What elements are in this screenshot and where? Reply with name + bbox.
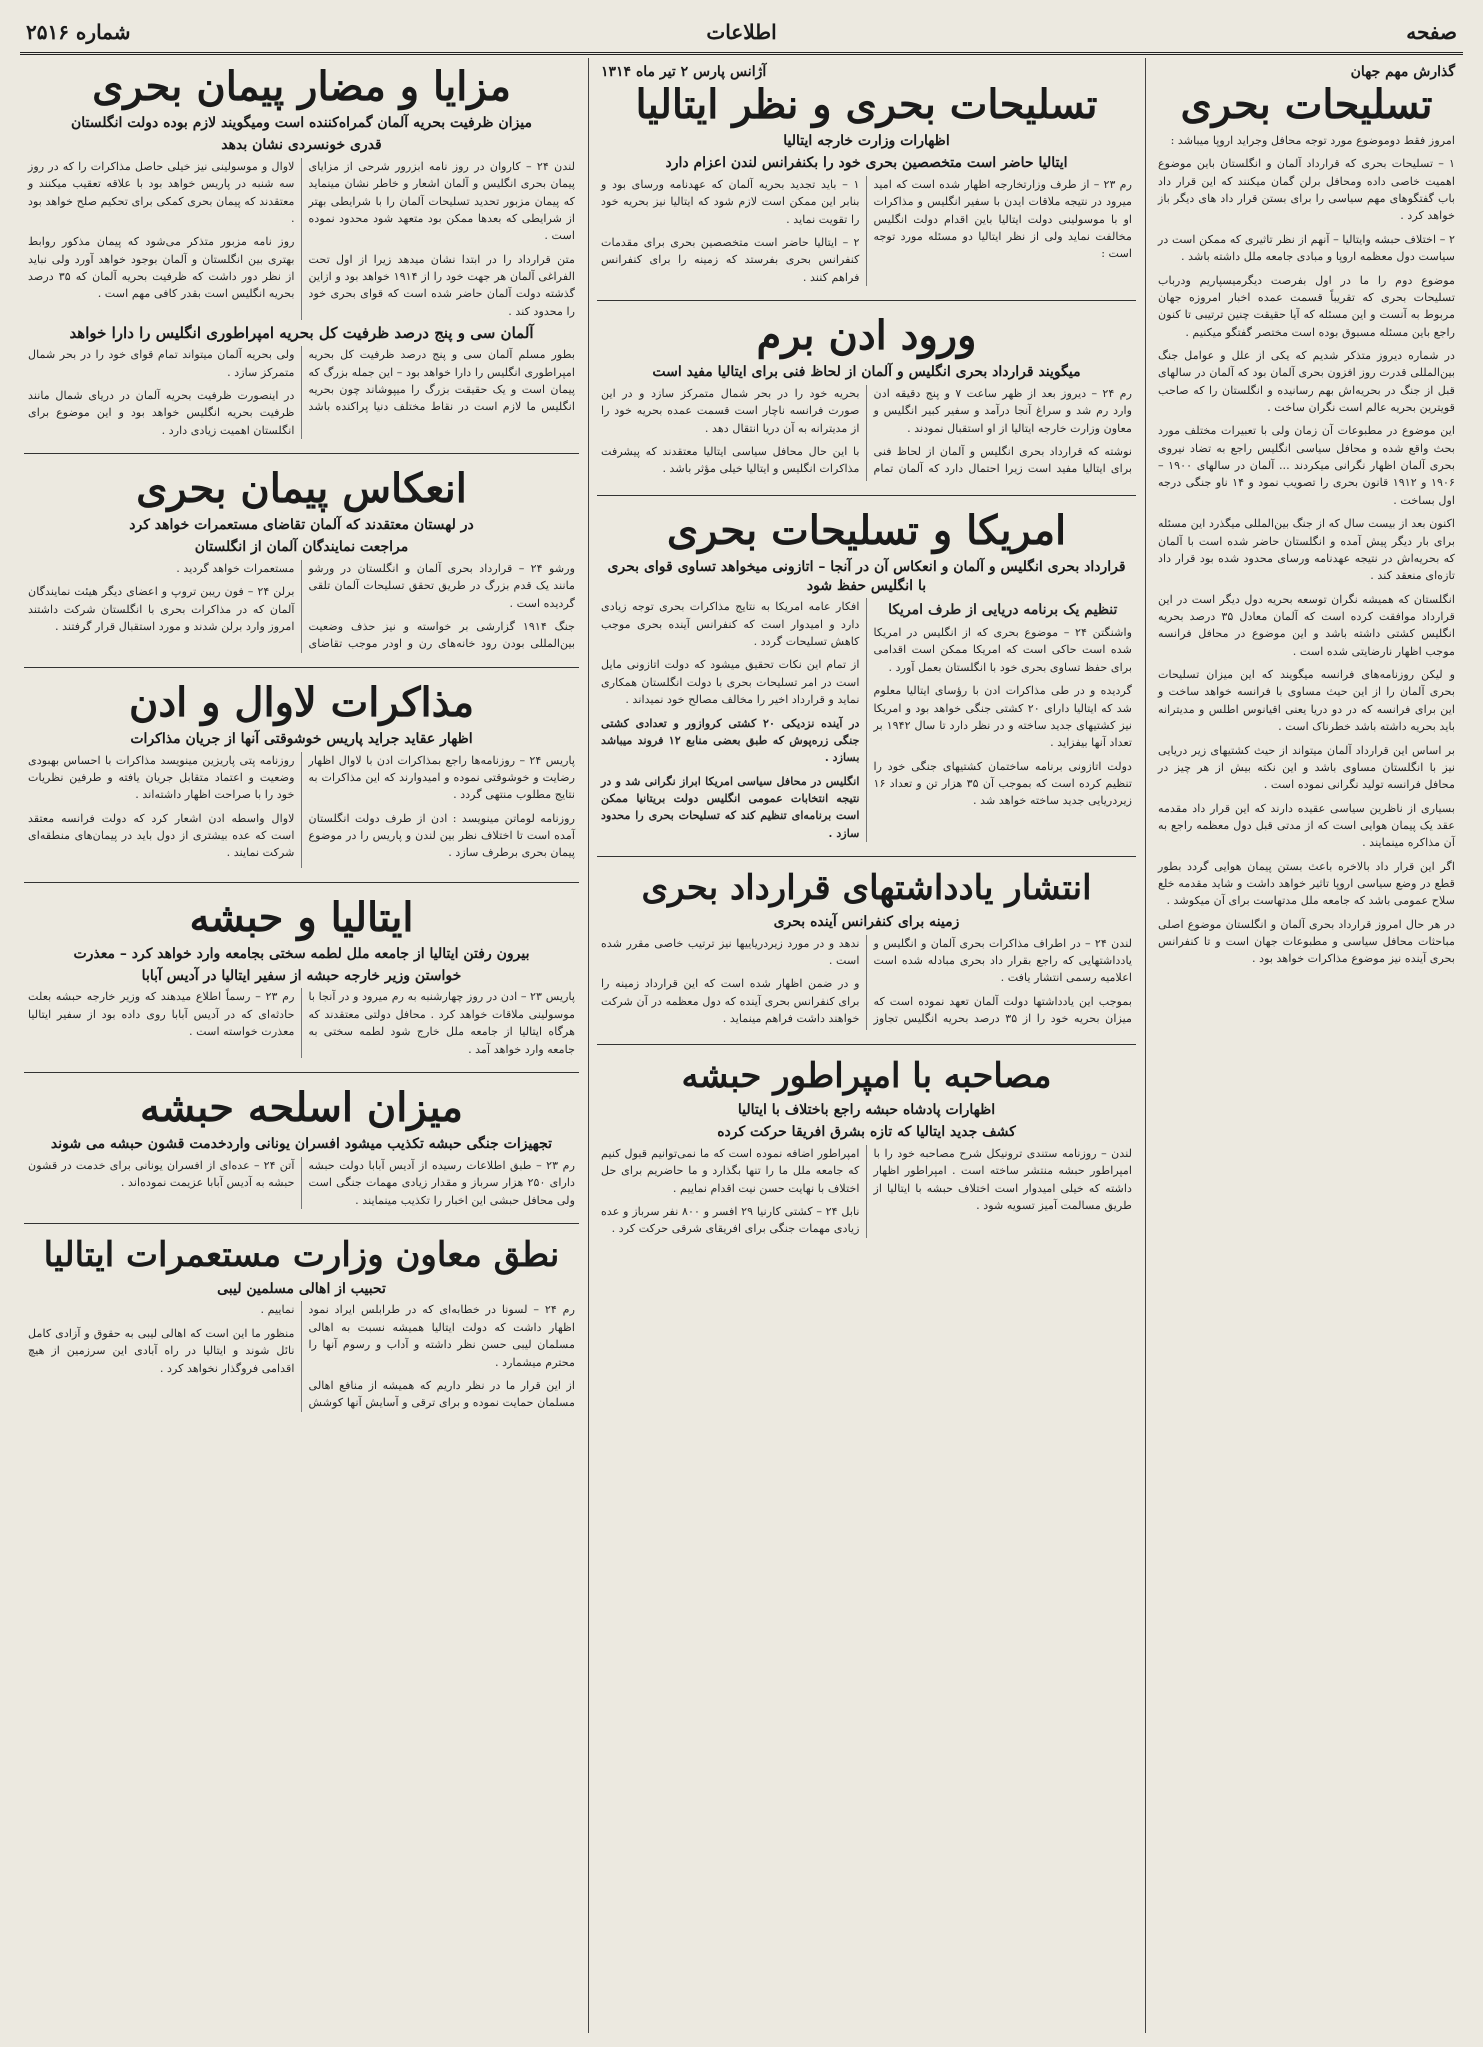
paragraph: ۲ – اختلاف حبشه وایتالیا – آنهم از نظر تاثیری که ممکن است در سیاست دول معظمه اروپا و مبادی جامعه ملل داشته باشد . [1158,232,1455,264]
paragraph: امروز فقط دوموضوع مورد توجه محافل وجراید اروپا میباشد : [1170,134,1455,147]
article-body [601,385,1132,481]
article-body [601,935,1132,1031]
article-divider [24,1223,579,1224]
column-divider [588,58,589,2033]
paragraph: انگلستان که همیشه نگران توسعه بحریه دول دیگر است در این قرارداد موافقت کرده است که آلمان معادل ۳۵ درصد بحریه انگلیس کشتی داشته باشد و این موضوع در محافل فرانسه موجب اظهار نارضایتی شده است . [1158,592,1455,658]
paragraph: نوشته که قرارداد بحری انگلیس و آلمان از لحاظ فنی برای ایتالیا مفید است زیرا احتمال دارد که آلمان تمام بحریه خود را در بحر شمال متمرکز سازد و در این صورت فرانسه ناچار است قسمت عمده بحریه خود را از مدیترانه به آن دریا انتقال دهد . [601,386,1132,476]
paragraph: و در ضمن اظهار شده است که این قرارداد زمینه را برای کنفرانس بحری آینده که دول معظمه در آن شرکت خواهند داشت فراهم مینماید . [601,977,860,1026]
article-pact-reflection [20,460,583,661]
column-left [20,58,583,2037]
paragraph: منظور ما این است که اهالی لیبی به حقوق و آزادی کامل نائل شوند و ایتالیا در راه آبادی این سرزمین از هیچ اقدامی فروگذار نخواهد کرد . [28,1326,295,1375]
paragraph: موضوع دوم را ما در اول بفرصت دیگرمیسپاریم ودرباب تسلیحات بحری که تقریباً قسمت عمده اخبار امروزه جهان مربوط به آنست و این مسئله که آیا حقیقت چنین ترتیبی تا کنون راجع باین مسئله مسبوق بوده است مختصر گفتگو میکنیم . [1158,273,1455,339]
paragraph: برلن ۲۴ – فون ریبن تروپ و اعضای دیگر هیئت نمایندگان آلمان که در مذاکرات بحری با انگلستان شرکت داشتند امروز وارد برلن شدند و مورد استقبال قرار گرفتند . [28,585,295,633]
article-divider [24,667,579,668]
paragraph: آتن ۲۴ – عده‌ای از افسران یونانی برای خدمت در قشون حبشه به آدیس آبابا عزیمت نموده‌اند . [28,1158,295,1190]
article-body [28,988,575,1057]
article-body [601,176,1132,286]
paragraph: لاوال و موسولینی نیز خیلی حاصل مذاکرات را که در روز سه شنبه در پاریس خواهد بود با علاقه تعقیب میکنند و معتقدند که پیمان بحری کمکی برای تحکیم صلح خواهد بود . [28,159,295,225]
article-divider [24,1072,579,1073]
article-title: مزایا و مضار پیمان بحری [92,63,511,110]
paragraph: رم ۲۴ – لسونا در خطابه‌ای که در طرابلس ایراد نمود اظهار داشت که دولت ایتالیا همیشه نسبت به اهالی مسلمان لیبی حسن نظر داشته و آداب و رسوم آنها را محترم میشمارد . [308,1303,575,1369]
paragraph: رم ۲۳ – طبق اطلاعات رسیده از آدیس آبابا دولت حبشه دارای ۲۵۰ هزار سرباز و مقدار زیادی مهمات جنگی است ولی محافل حبشی این اخبار را تکذیب مینمایند . [308,1158,575,1207]
article-subtitle: در لهستان معتقدند که آلمان تقاضای مستعمرات خواهد کرد [129,517,474,534]
paragraph: با این حال محافل سیاسی ایتالیا معتقدند که پیشرفت مذاکرات انگلیس و ایتالیا خیلی مؤثر باشد . [601,444,860,476]
page-header [20,14,1463,55]
paragraph: رم ۲۳ – از طرف وزارتخارجه اظهار شده است که امید میرود در نتیجه ملاقات ایدن با سفیر انگلیس و مذاکرات او با موسولینی دولت ایتالیا باین اقدام دولت انگلیس مخالفت نماید ولی از نظر ایتالیا دو مسئله مورد توجه است : [873,177,1133,261]
paragraph: اکنون بعد از بیست سال که از جنگ بین‌المللی میگذرد این مسئله برای بار دیگر پیش آمده و انگلستان حاضر شده است با آلمان که بحریه‌اش در نتیجه عهدنامه ورسای محدود شده بود قرار داد تازه‌ای منعقد کند . [1158,517,1455,583]
article-divider [597,856,1136,857]
paragraph: نابل ۲۴ – کشتی کارنیا ۲۹ افسر و ۸۰۰ نفر سرباز و عده زیادی مهمات جنگی برای افریقای شرقی حرکت کرد . [601,1205,860,1236]
paragraph: روز نامه مزبور متذکر می‌شود که پیمان مذکور روابط بهتری بین انگلستان و آلمان بوجود خواهد آورد ولی نباید از نظر دور داشت که ظرفیت بحریه آلمان که ۳۵ درصد بحریه انگلیس است بقدر کافی مهم است . [28,235,295,301]
paragraph: گردیده و در طی مذاکرات ادن با رؤسای ایتالیا معلوم شد که ایتالیا دارای ۲۰ کشتی جنگی خواهد بود و امریکا نیز کشتیهای جدید ساخته و در نظر دارد تا سال ۱۹۴۲ بر تعداد آنها بیفزاید . [873,684,1133,750]
article-naval-notes [593,863,1140,1038]
article-title: مذاکرات لاوال و ادن [128,678,475,726]
article-subtitle: اظهارات وزارت خارجه ایتالیا [783,133,950,149]
paragraph: لاوال واسطه ادن اشعار کرد که دولت فرانسه معتقد است که عده بیشتری از دول باید در پیمان‌های منطقه‌ای شرکت نمایند . [28,811,295,860]
article-subtitle: خواستن وزیر خارجه حبشه از سفیر ایتالیا در آدیس آبابا [141,967,462,984]
article-title: انتشار یادداشتهای قرارداد بحری [641,868,1092,909]
article-colonies-deputy-speech [20,1230,583,1420]
article-body [1158,132,1455,968]
paragraph: لندن – روزنامه ستندی ترونیکل شرح مصاحبه خود را با امپراطور حبشه منتشر ساخته است . امپراطور اظهار داشته که خیلی امیدوار است اختلاف حبشه با ایتالیا از طریق مسالمت آمیز تسویه شود . [873,1146,1132,1212]
article-laval-eden [20,674,583,876]
paragraph: ۱ – تسلیحات بحری که قرارداد آلمان و انگلستان باین موضوع اهمیت خاصی داده ومحافل برلن گمان میکنند که این قرار داد باب گفتگوهای مهم سیاسی را برای بستن قرار داد های دیگر باز خواهد کرد . [1158,157,1455,223]
paragraph: روزنامه لوماتن مینویسد : ادن از طرف دولت انگلستان آمده است تا اختلاف نظر بین لندن و پاریس را در موضوع پیمان بحری برطرف سازد . [308,811,575,860]
paragraph: لندن ۲۴ – کاروان در روز نامه ابزرور شرحی از مزایای پیمان بحری انگلیس و آلمان اشعار و خاطر نشان مینماید که پیمان مزبور تحدید تسلیحات آلمان را با شرایطی بهتر از شرایطی که بعدها ممکن بود متعهد شود محدود نموده است . [308,159,575,243]
article-subtitle: تحبیب از اهالی مسلمین لیبی [217,1280,386,1297]
article-divider [597,495,1136,496]
paragraph: در اینصورت ظرفیت بحریه آلمان در دریای شمال مانند ظرفیت بحریه انگلیس خواهد بود و این موضوع برای انگلستان اهمیت زیادی دارد . [28,388,295,437]
page-label: صفحه [1406,20,1457,44]
paragraph: جنگ ۱۹۱۴ گزارشی بر خواسته و نیز حذف وضعیت بین‌المللی بودن رود خانه‌های رن و اودر موجب تقاضای مستعمرات خواهد گردید . [176,561,575,651]
article-america-naval [593,502,1140,850]
article-subtitle: میزان ظرفیت بحریه آلمان گمراه‌کننده است ومیگویند لازم بوده دولت انگلستان [70,115,533,131]
article-italy-abyssinia [20,889,583,1066]
paragraph: دولت اتازونی برنامه ساختمان کشتیهای جنگی خود را تنظیم کرده است که بموجب آن ۳۵ هزار تن و تعداد ۱۶ زیردریایی جدید ساخته خواهد شد . [873,759,1132,808]
article-subtitle: تجهیزات جنگی حبشه تکذیب میشود افسران یونانی واردخدمت قشون حبشه می شوند [50,1135,553,1152]
dateline: آژانس پارس ۲ تیر ماه ۱۳۱۴ [601,64,767,80]
article-body [28,346,575,439]
paragraph: ۱ – باید تجدید بحریه آلمان که عهدنامه ورسای بود و بنابر این ممکن است لازم شود که ایتالیا نیز بحریه خود را تقویت نماید . [601,177,860,226]
paragraph: بموجب این یادداشتها دولت آلمان تعهد نموده است که میزان بحریه خود را از ۳۵ درصد بحریه انگلیس تجاوز ندهد و در مورد زیردریاییها نیز ترتیب خاصی مقرر شده است . [601,936,1132,1026]
article-title: ایتالیا و حبشه [189,893,414,941]
article-body [28,752,575,868]
article-body [601,1145,1132,1238]
article-title: تسلیحات بحری و نظر ایتالیا [635,81,1098,128]
article-body [28,1301,575,1411]
paragraph: در آینده نزدیکی ۲۰ کشتی کروازور و تعدادی کشتی جنگی زره‌پوش که طبق بعضی منابع ۱۲ فروند میباشد بسازد . [601,715,860,765]
column-middle [593,58,1140,2037]
article-title: نطق معاون وزارت مستعمرات ایتالیا [43,1234,560,1275]
section-kicker: گذارش مهم جهان [1350,64,1455,80]
article-divider [597,1044,1136,1045]
article-subtitle: قرارداد بحری انگلیس و آلمان و انعکاس آن در آنجا – اتازونی میخواهد تساوی قوای بحری با انگلیس حفظ شود [607,558,1126,594]
article-title: مصاحبه با امپراطور حبشه [681,1056,1052,1097]
issue-number: شماره ۲۵۱۶ [26,20,131,44]
article-body [28,560,575,653]
article-subtitle: زمینه برای کنفرانس آینده بحری [773,913,960,930]
article-eden-rome [593,307,1140,489]
article-emperor-interview [593,1051,1140,1245]
article-subtitle: اظهار عقاید جراید پاریس خوشوقتی آنها از جریان مذاکرات [130,730,473,747]
paragraph: اگر این قرار داد بالاخره باعث بستن پیمان هوایی گردد بطور قطع در وضع سیاسی اروپا تاثیر خواهد داشت و شاید مقدمه خلع سلاح عمومی باشد که جامعه ملل مدتهاست برای آن میکوشد . [1158,859,1455,908]
article-title: ورود ادن برم [756,311,977,359]
article-divider [24,453,579,454]
paragraph: از تمام این نکات تحقیق میشود که دولت اتازونی مایل است در امر تسلیحات بحری با دولت انگلستان همکاری نماید و قرارداد اخیر را مخالف مصالح خود نمیداند . [601,658,860,707]
paper-name: اطلاعات [706,20,777,44]
paragraph: انگلیس در محافل سیاسی امریکا ابراز نگرانی شد و در نتیجه انتخابات عمومی انگلیس دولت بریتانیا ممکن است برنامه‌ای تنظیم کند که تسلیحات بحری را محدود سازد . [601,773,860,840]
article-naval-armament [1150,58,1463,982]
article-title: انعکاس پیمان بحری [136,465,467,513]
article-subtitle: اظهارات پادشاه حبشه راجع باختلاف با ایتالیا [737,1102,996,1119]
paragraph: بر اساس این قرارداد آلمان میتواند از حیث کشتیهای زیر دریایی نیز با انگلستان مساوی باشد و این نکته بیش از هر چیز در محافل فرانسه تولید نگرانی نموده است . [1158,743,1455,792]
article-divider [597,300,1136,301]
paragraph: رم ۲۳ – رسماً اطلاع میدهند که وزیر خارجه حبشه بعلت حادثه‌ای که در آدیس آبابا روی داده بود از سفیر ایتالیا معذرت خواسته است . [28,990,295,1039]
paragraph: بطور مسلم آلمان سی و پنج درصد ظرفیت کل بحریه امپراطوری انگلیس را دارا خواهد بود – این جمله بزرگ که پیمان است و یک حقیقت بزرگ را میپوشاند چون بحریه انگلیس ما لازم است در نقاط مختلف دنیا پراکنده باشد ولی بحریه آلمان میتواند تمام قوای خود را در بحر شمال متمرکز سازد . [28,348,575,414]
article-body [28,158,575,320]
article-subtitle: مراجعت نمایندگان آلمان از انگلستان [194,538,409,555]
article-italy-view [593,58,1140,294]
paragraph: پاریس ۲۳ – ادن در روز چهارشنبه به رم میرود و در آنجا با موسولینی ملاقات خواهد کرد . محافل دولتی معتقدند که هرگاه ایتالیا از جامعه ملل خارج شود لطمه سختی به جامعه وارد خواهد آمد . [308,990,576,1056]
article-pact-pros-cons [20,58,583,447]
column-right [1150,58,1463,2037]
article-body [601,598,1132,842]
paragraph: پاریس ۲۴ – روزنامه‌ها راجع بمذاکرات ادن با لاوال اظهار رضایت و خوشوقتی نموده و امیدوارند که این مذاکرات به نتایج مطلوب منتهی گردد . [308,753,576,802]
article-title: میزان اسلحه حبشه [140,1083,463,1131]
article-subtitle: بیرون رفتن ایتالیا از جامعه ملل لطمه سختی بجامعه وارد خواهد کرد – معذرت [73,945,530,962]
article-subtitle: ایتالیا حاضر است متخصصین بحری خود را بکنفرانس لندن اعزام دارد [665,154,1068,171]
paragraph: ۲ – ایتالیا حاضر است متخصصین بحری برای مقدمات کنفرانس بحری بفرستد که زمینه را برای کنفرانس فراهم کنند . [601,235,860,284]
paragraph: از این قرار ما در نظر داریم که همیشه از منافع اهالی مسلمان حمایت نموده و برای ترقی و آسایش آنها کوشش نماییم . [260,1303,575,1410]
article-title: تسلیحات بحری [1180,81,1433,128]
article-body [28,1157,575,1209]
article-subtitle: قدری خونسردی نشان بدهد [221,136,382,153]
paragraph: ورشو ۲۴ – قرارداد بحری آلمان و انگلستان در ورشو مانند یک قدم بزرگ در طریق تحقق تسلیحات آلمان تلقی گردیده است . [308,561,576,610]
paragraph: لندن ۲۴ – در اطراف مذاکرات بحری آلمان و انگلیس و یادداشتهایی که راجع بقرار داد بحری مبادله شده است اعلامیه رسمی انتشار یافت . [873,936,1132,985]
article-subtitle: میگویند قرارداد بحری انگلیس و آلمان از لحاظ فنی برای ایتالیا مفید است [652,363,1081,380]
column-divider [1145,58,1146,2033]
article-subtitle: کشف جدید ایتالیا که تازه بشرق افریقا حرکت کرده [717,1124,1016,1141]
paragraph: بسیاری از ناظرین سیاسی عقیده دارند که این قرار داد مقدمه عقد یک پیمان هوایی است که از مدتی قبل دول معظمه راجع به آن مذاکره مینمایند . [1158,801,1455,850]
inline-subhead: تنظیم یک برنامه دریایی از طرف امریکا [888,602,1118,619]
paragraph: در شماره دیروز متذکر شدیم که یکی از علل و عوامل جنگ بین‌المللی قدرت روز افزون بحری آلمان بود که آلمان در سالهای قبل از جنگ در بحریه‌اش بهم رسانیده و انگلستان را که صاحب قویترین بحریه عالم است نگران ساخت . [1158,348,1455,415]
paragraph: در هر حال امروز قرارداد بحری آلمان و انگلستان موضوع اصلی مباحثات محافل سیاسی و مطبوعات جهان است و تا کنفرانس بحری آینده نیز موضوع مذاکرات خواهد بود . [1158,917,1455,966]
paragraph: متن قرارداد را در ابتدا نشان میدهد زیرا از اول تحت الفراغی آلمان هر جهت خود را از ۱۹۱۴ خواهد بود و ازاین گذشته دولت آلمان حاضر شده است که قوای بحری خود را محدود کند . [308,252,576,318]
article-abyssinia-arms [20,1079,583,1217]
article-divider [24,882,579,883]
paragraph: امپراطور اضافه نموده است که ما نمی‌توانیم قبول کنیم که جامعه ملل ما را تنها بگذارد و ما حاضریم برای حل اختلاف با نهایت حسن نیت اقدام نماییم . [601,1146,860,1195]
paragraph: و لیکن روزنامه‌های فرانسه میگویند که این میزان تسلیحات بحری آلمان را از این حیث مساوی با فرانسه خواهد ساخت و این برای فرانسه که در دو دریا یعنی اقیانوس اطلس و مدیترانه باید بحریه داشته باشد خطرناک است . [1158,668,1455,734]
article-title: امریکا و تسلیحات بحری [666,506,1067,554]
paragraph: رم ۲۴ – دیروز بعد از ظهر ساعت ۷ و پنج دقیقه ادن وارد رم شد و سراغ آنجا درآمد و سفیر کبیر انگلیس و معاون وزارت خارجه ایتالیا از او استقبال نمودند . [873,386,1132,435]
paragraph: روزنامه پتی پاریزین مینویسد مذاکرات با احساس بهبودی وضعیت و اعتماد متقابل جریان یافته و طرفین نظریات خود را با صراحت اظهار داشته‌اند . [28,753,295,802]
paragraph: افکار عامه امریکا به نتایج مذاکرات بحری توجه زیادی دارد و امیدوار است که کنفرانس آینده بحری موجب کاهش تسلیحات گردد . [601,600,860,649]
paragraph: واشنگتن ۲۴ – موضوع بحری که از انگلیس در امریکا شده است حاکی است که امریکا ممکن است اقدامی برای حفظ تساوی بحری خود با انگلستان بعمل آورد . [873,626,1132,674]
inline-subhead: آلمان سی و پنج درصد ظرفیت کل بحریه امپراطوری انگلیس را دارا خواهد [69,324,534,343]
paragraph: این موضوع در مطبوعات آن زمان ولی با تعبیرات مختلف مورد بحث واقع شده و محافل سیاسی انگلیس راجع به تضاد نیروی بحری آلمان اظهار نگرانی میکردند ... آلمان در سالهای ۱۹۰۰ – ۱۹۰۶ و ۱۹۱۲ قانون بحری را تصویب نمود و ۱۴ ناو جنگی درجه اول بساخت . [1158,424,1455,507]
